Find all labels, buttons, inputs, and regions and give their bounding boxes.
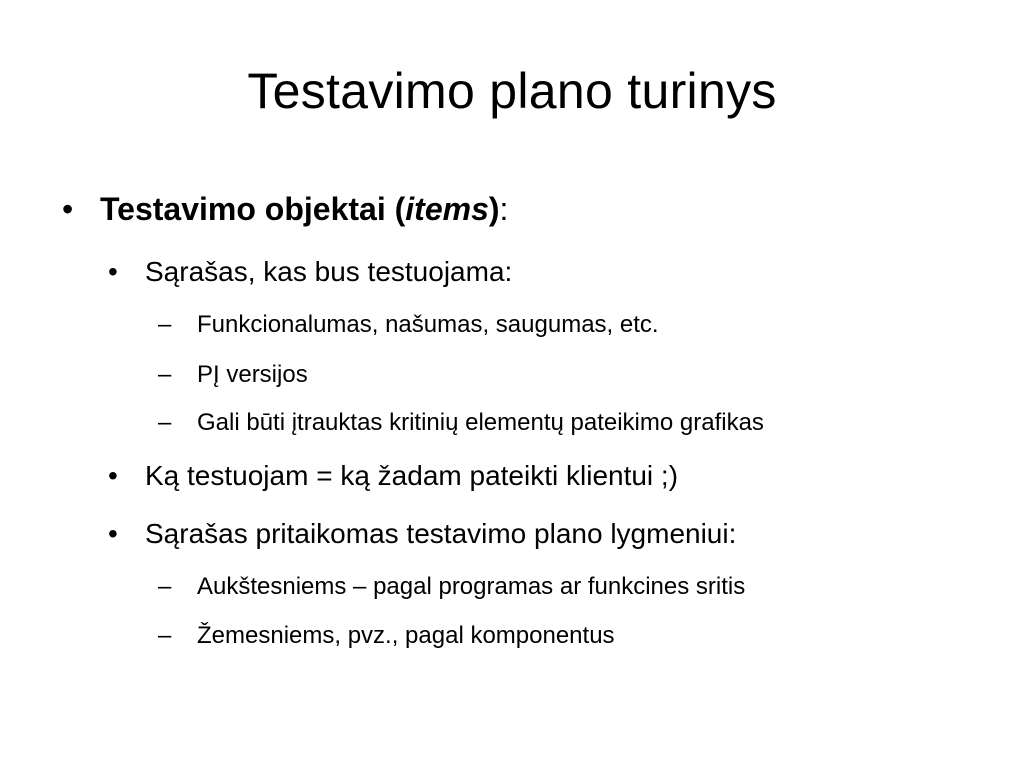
dash-gali-buti [158,409,764,437]
dash-icon: – [158,409,172,436]
bullet-text: Sąrašas, kas bus testuojama: [145,256,513,287]
bullet-sarasas-pritaikomas [108,518,736,550]
bullet-sarasas-kas-bus [108,256,512,288]
bullet-icon: • [108,460,118,491]
objektai-suffix: ) [488,191,500,227]
slide-title: Testavimo plano turinys [247,63,777,119]
dash-aukstesniems [158,573,745,601]
dash-icon: – [158,311,172,338]
dash-text: Gali būti įtrauktas kritinių elementų pateikimo grafikas [197,409,764,436]
objektai-label: Testavimo objektai ( [100,191,406,227]
dash-text: Aukštesniems – pagal programas ar funkcines sritis [197,573,746,600]
bullet-text: Ką testuojam = ką žadam pateikti klientui ;) [145,460,679,491]
dash-funkcionalumas [158,311,659,339]
dash-text: Žemesniems, pvz., pagal komponentus [197,622,615,649]
objektai-italic: items [405,191,489,227]
bullet-icon: • [62,191,74,227]
dash-text: Funkcionalumas, našumas, saugumas, etc. [197,311,659,338]
bullet-icon: • [108,256,118,287]
bullet-testavimo-objektai [62,191,508,228]
bullet-ka-testuojam [108,460,678,492]
objektai-colon: : [499,191,509,227]
dash-zemesniems [158,622,615,650]
dash-icon: – [158,622,172,649]
dash-icon: – [158,361,172,388]
dash-text: PĮ versijos [197,361,308,388]
bullet-icon: • [108,518,118,549]
bullet-text: Sąrašas pritaikomas testavimo plano lygmeniui: [145,518,737,549]
dash-icon: – [158,573,172,600]
dash-pj-versijos [158,361,308,389]
